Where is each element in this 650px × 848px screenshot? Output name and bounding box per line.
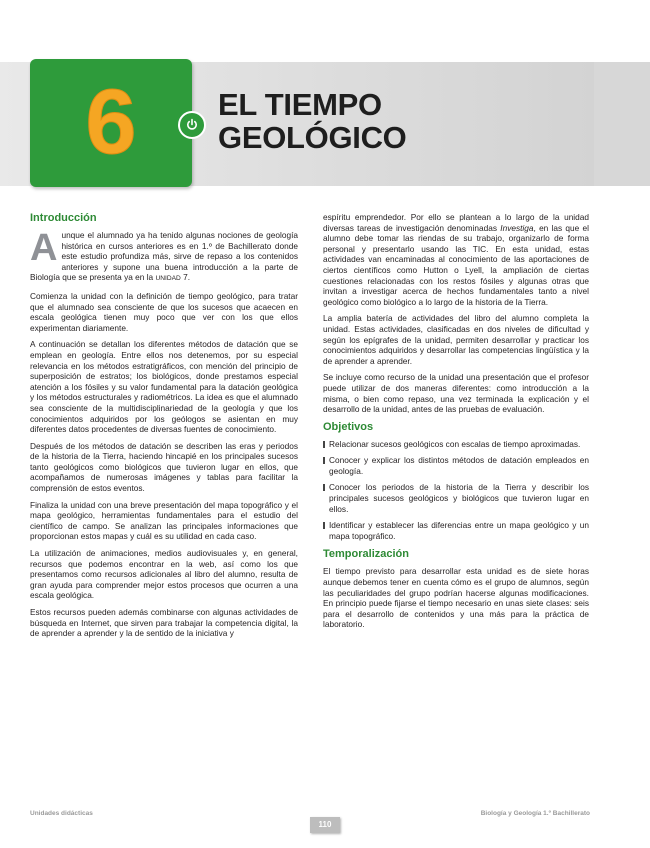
- intro-paragraph-1-text: unque el alumnado ya ha tenido algunas nociones de geología histórica en cursos anteriores es en 1.º de Bachillerato donde este estudio profundiza más, sirve de repaso a los contenidos anteriores y supone una buena introducción a la parte de Biología que se presenta ya en la: [30, 230, 298, 283]
- chapter-number: 6: [85, 71, 137, 173]
- right-paragraph-1-a: espíritu emprendedor. Por ello se plantean a lo largo de la unidad diversas tareas de investigación denominadas: [323, 212, 589, 233]
- right-paragraph-1-b: , en las que el alumno debe tomar las riendas de su trabajo, organizarlo de forma personal y presentarlo usando las TIC. En esta unidad, estas actividades van encaminadas al conocimiento de las aportaciones de ciertos científicos como Hutton o Lyell, la ampliación de ciertas cuestiones relacionadas con los restos fósiles y algunas otras que invitan a investigar acerca de hechos fundamentales tanto a nivel geológico como biológico a lo largo de la historia de la Tierra.: [323, 222, 589, 307]
- unit-title: [218, 88, 406, 154]
- unit-number: 7.: [183, 272, 190, 283]
- intro-paragraph-4: Después de los métodos de datación se describen las eras y periodos de la historia de la Tierra, haciendo hincapié en los principales sucesos tanto geológicos como biológicos que tuvieron lugar en ellos, que acompañamos de numerosas imágenes y tablas para facilitar la comprensión de estos eventos.: [30, 440, 298, 494]
- intro-paragraph-3: A continuación se detallan los diferentes métodos de datación que se emplean en geología. Entre ellos nos detenemos, por su especial relevancia en los métodos estratigráficos, con mención del principio de superposición de estratos; los biológicos, donde prestamos especial atención a los fósiles y su valor fundamental para la datación geológica y los métodos estructurales y radiométricos. La idea es que el alumnado sea consciente de la multidisciplinariedad de la geología y que los conocimientos adquiridos por los geólogos se asientan en muy diferentes datos procedentes de diversas fuentes de conocimiento.: [30, 339, 298, 435]
- unit-smallcaps: UNIDAD: [155, 275, 181, 283]
- footer-right: Biología y Geología 1.º Bachillerato: [480, 810, 590, 817]
- intro-paragraph-1: [30, 227, 298, 285]
- intro-paragraph-5: Finaliza la unidad con una breve presentación del mapa topográfico y el mapa geológico, herramientas fundamentales para el estudio del científico de campo. Se analizan las principales informaciones que proporcionan estos mapas y cuál es su utilidad en cada caso.: [30, 499, 298, 542]
- intro-paragraph-6: La utilización de animaciones, medios audiovisuales y, en general, recursos que podemos encontrar en la web, así como los que presentamos como recursos adicionales al libro del alumno, resulta de gran ayuda para comprender mejor estos procesos que ocurren a una escala geológica.: [30, 548, 298, 601]
- right-paragraph-3: Se incluye como recurso de la unidad una presentación que el profesor puede utilizar de dos maneras diferentes: como introducción a la misma, o bien como repaso, una vez terminada la explicación y el desarrollo de la unidad, antes de las pruebas de evaluación.: [323, 372, 589, 415]
- left-column: [30, 212, 298, 645]
- power-icon[interactable]: [178, 111, 206, 139]
- right-paragraph-1: [323, 212, 589, 307]
- objective-item: Relacionar sucesos geológicos con escalas de tiempo aproximadas.: [323, 439, 589, 450]
- right-paragraph-2: La amplia batería de actividades del libro del alumno completa la unidad. Estas actividades, clasificadas en dos niveles de dificultad y según los epígrafes de la unidad, permiten desarrollar y practicar los conocimientos adquiridos y desarrollar las competencias lingüística y la de aprender a aprender.: [323, 313, 589, 366]
- intro-paragraph-2: Comienza la unidad con la definición de tiempo geológico, para tratar que el alumnado sea consciente de que los sucesos que acaecen en escala geológica tienen muy poco que ver con los que ellos experimentan diariamente.: [30, 290, 298, 333]
- unit-title-line2: GEOLÓGICO: [218, 120, 407, 155]
- intro-paragraph-7: Estos recursos pueden además combinarse con algunas actividades de búsqueda en Internet, que sirven para trabajar la competencia digital, la de aprender a aprender y la de sentido de la iniciativa y: [30, 607, 298, 639]
- objective-item: Identificar y establecer las diferencias entre un mapa geológico y un mapa topográfico.: [323, 520, 589, 541]
- timing-paragraph: El tiempo previsto para desarrollar esta unidad es de siete horas aunque debemos tener en cuenta cómo es el grupo de alumnos, según las peculiaridades del grupo podrían hacerse algunas modificaciones. En principio puede fijarse el tiempo necesario en unas siete clases: seis para el desarrollo de contenidos y una más para la práctica de laboratorio.: [323, 566, 589, 630]
- unit-title-line1: EL TIEMPO: [218, 87, 382, 122]
- power-icon-glyph: [185, 118, 199, 132]
- investiga-term: Investiga: [500, 222, 534, 233]
- objectives-list: [323, 439, 589, 542]
- drop-cap: A: [30, 227, 58, 269]
- objective-item: Conocer los periodos de la historia de la Tierra y describir los principales sucesos geológicos y biológicos que tuvieron lugar en ellos.: [323, 482, 589, 514]
- objective-item: Conocer y explicar los distintos métodos de datación empleados en geología.: [323, 455, 589, 476]
- objectives-heading: Objetivos: [323, 420, 374, 433]
- timing-heading: Temporalización: [323, 548, 409, 561]
- footer-left: Unidades didácticas: [30, 810, 93, 817]
- right-column: [323, 212, 589, 636]
- intro-heading: Introducción: [30, 212, 97, 224]
- page-number: 110: [310, 817, 340, 833]
